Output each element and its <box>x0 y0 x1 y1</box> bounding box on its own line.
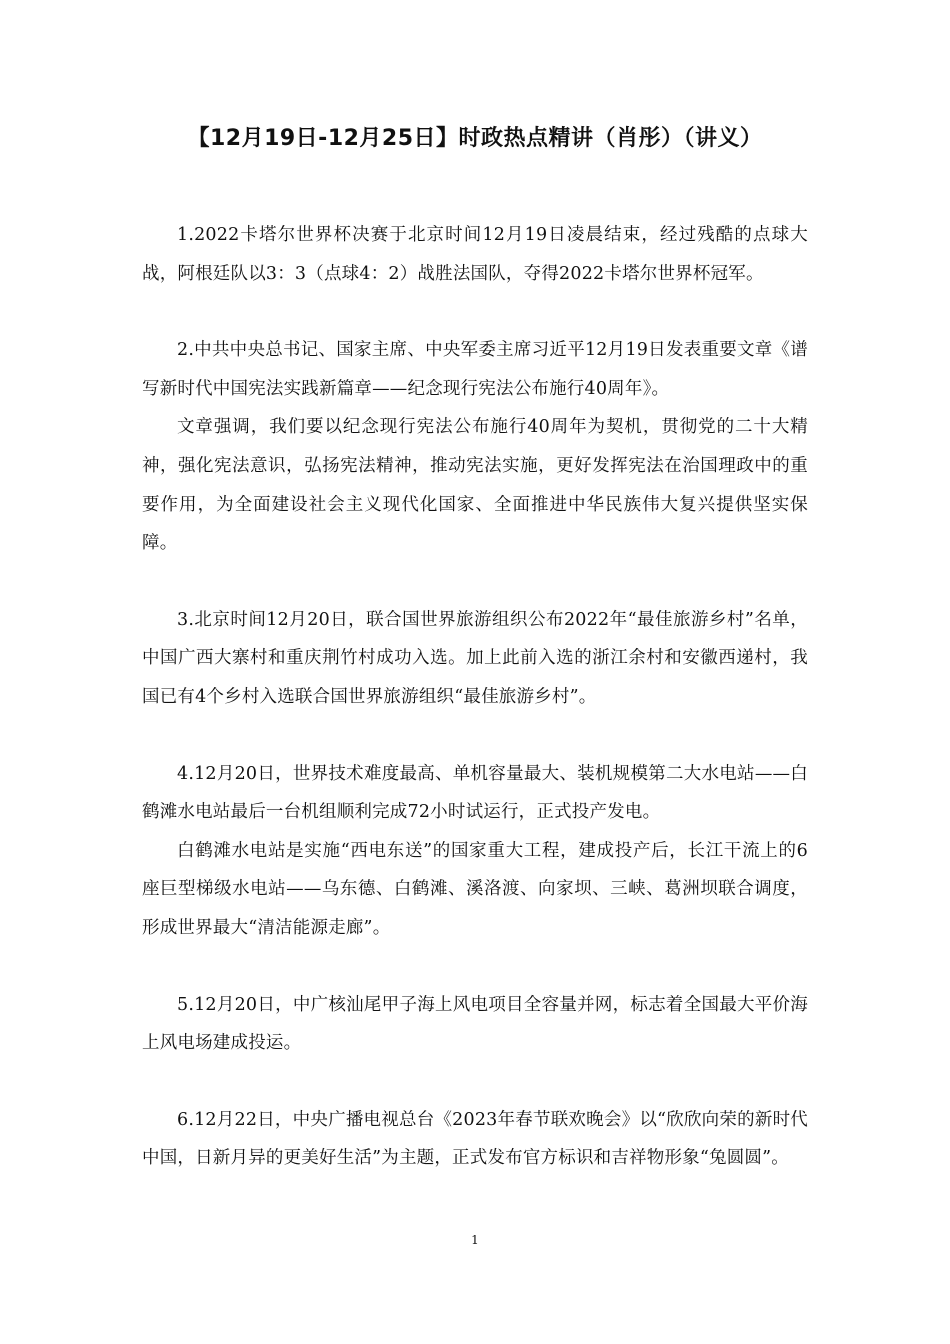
news-item-2 <box>142 331 808 563</box>
news-item-3 <box>142 601 808 717</box>
news-item-4 <box>142 755 808 948</box>
paragraph-gap <box>142 1063 808 1101</box>
paragraph-gap <box>142 948 808 986</box>
document-body <box>142 216 808 1178</box>
news-item-5 <box>142 986 808 1063</box>
paragraph-gap <box>142 717 808 755</box>
news-item-1 <box>142 216 808 293</box>
news-item-2-paragraph-2: 文章强调，我们要以纪念现行宪法公布施行40周年为契机，贯彻党的二十大精神，强化宪法意识，弘扬宪法精神，推动宪法实施，更好发挥宪法在治国理政中的重要作用，为全面建设社会主义现代化国家、全面推进中华民族伟大复兴提供坚实保障。 <box>142 417 808 554</box>
paragraph-gap <box>142 563 808 601</box>
news-item-6 <box>142 1101 808 1178</box>
news-item-4-paragraph-1: 4.12月20日，世界技术难度最高、单机容量最大、装机规模第二大水电站——白鹤滩水电站最后一台机组顺利完成72小时试运行，正式投产发电。 <box>142 763 808 823</box>
news-item-6-paragraph-1: 6.12月22日，中央广播电视总台《2023年春节联欢晚会》以“欣欣向荣的新时代中国，日新月异的更美好生活”为主题，正式发布官方标识和吉祥物形象“兔圆圆”。 <box>142 1109 808 1169</box>
news-item-1-paragraph-1: 1.2022卡塔尔世界杯决赛于北京时间12月19日凌晨结束，经过残酷的点球大战，阿根廷队以3：3（点球4：2）战胜法国队，夺得2022卡塔尔世界杯冠军。 <box>142 225 808 284</box>
news-item-4-paragraph-2: 白鹤滩水电站是实施“西电东送”的国家重大工程，建成投产后，长江干流上的6座巨型梯级水电站——乌东德、白鹤滩、溪洛渡、向家坝、三峡、葛洲坝联合调度，形成世界最大“清洁能源走廊”。 <box>142 840 808 938</box>
news-item-3-paragraph-1: 3.北京时间12月20日，联合国世界旅游组织公布2022年“最佳旅游乡村”名单，中国广西大寨村和重庆荆竹村成功入选。加上此前入选的浙江余村和安徽西递村，我国已有4个乡村入选联合国世界旅游组织“最佳旅游乡村”。 <box>142 609 808 707</box>
news-item-5-paragraph-1: 5.12月20日，中广核汕尾甲子海上风电项目全容量并网，标志着全国最大平价海上风电场建成投运。 <box>142 994 808 1054</box>
paragraph-gap <box>142 293 808 331</box>
page-title: 【12月19日-12月25日】时政热点精讲（肖彤）（讲义） <box>187 126 763 151</box>
page-number: 1 <box>471 1233 479 1247</box>
news-item-2-paragraph-1: 2.中共中央总书记、国家主席、中央军委主席习近平12月19日发表重要文章《谱写新时代中国宪法实践新篇章——纪念现行宪法公布施行40周年》。 <box>142 340 808 399</box>
